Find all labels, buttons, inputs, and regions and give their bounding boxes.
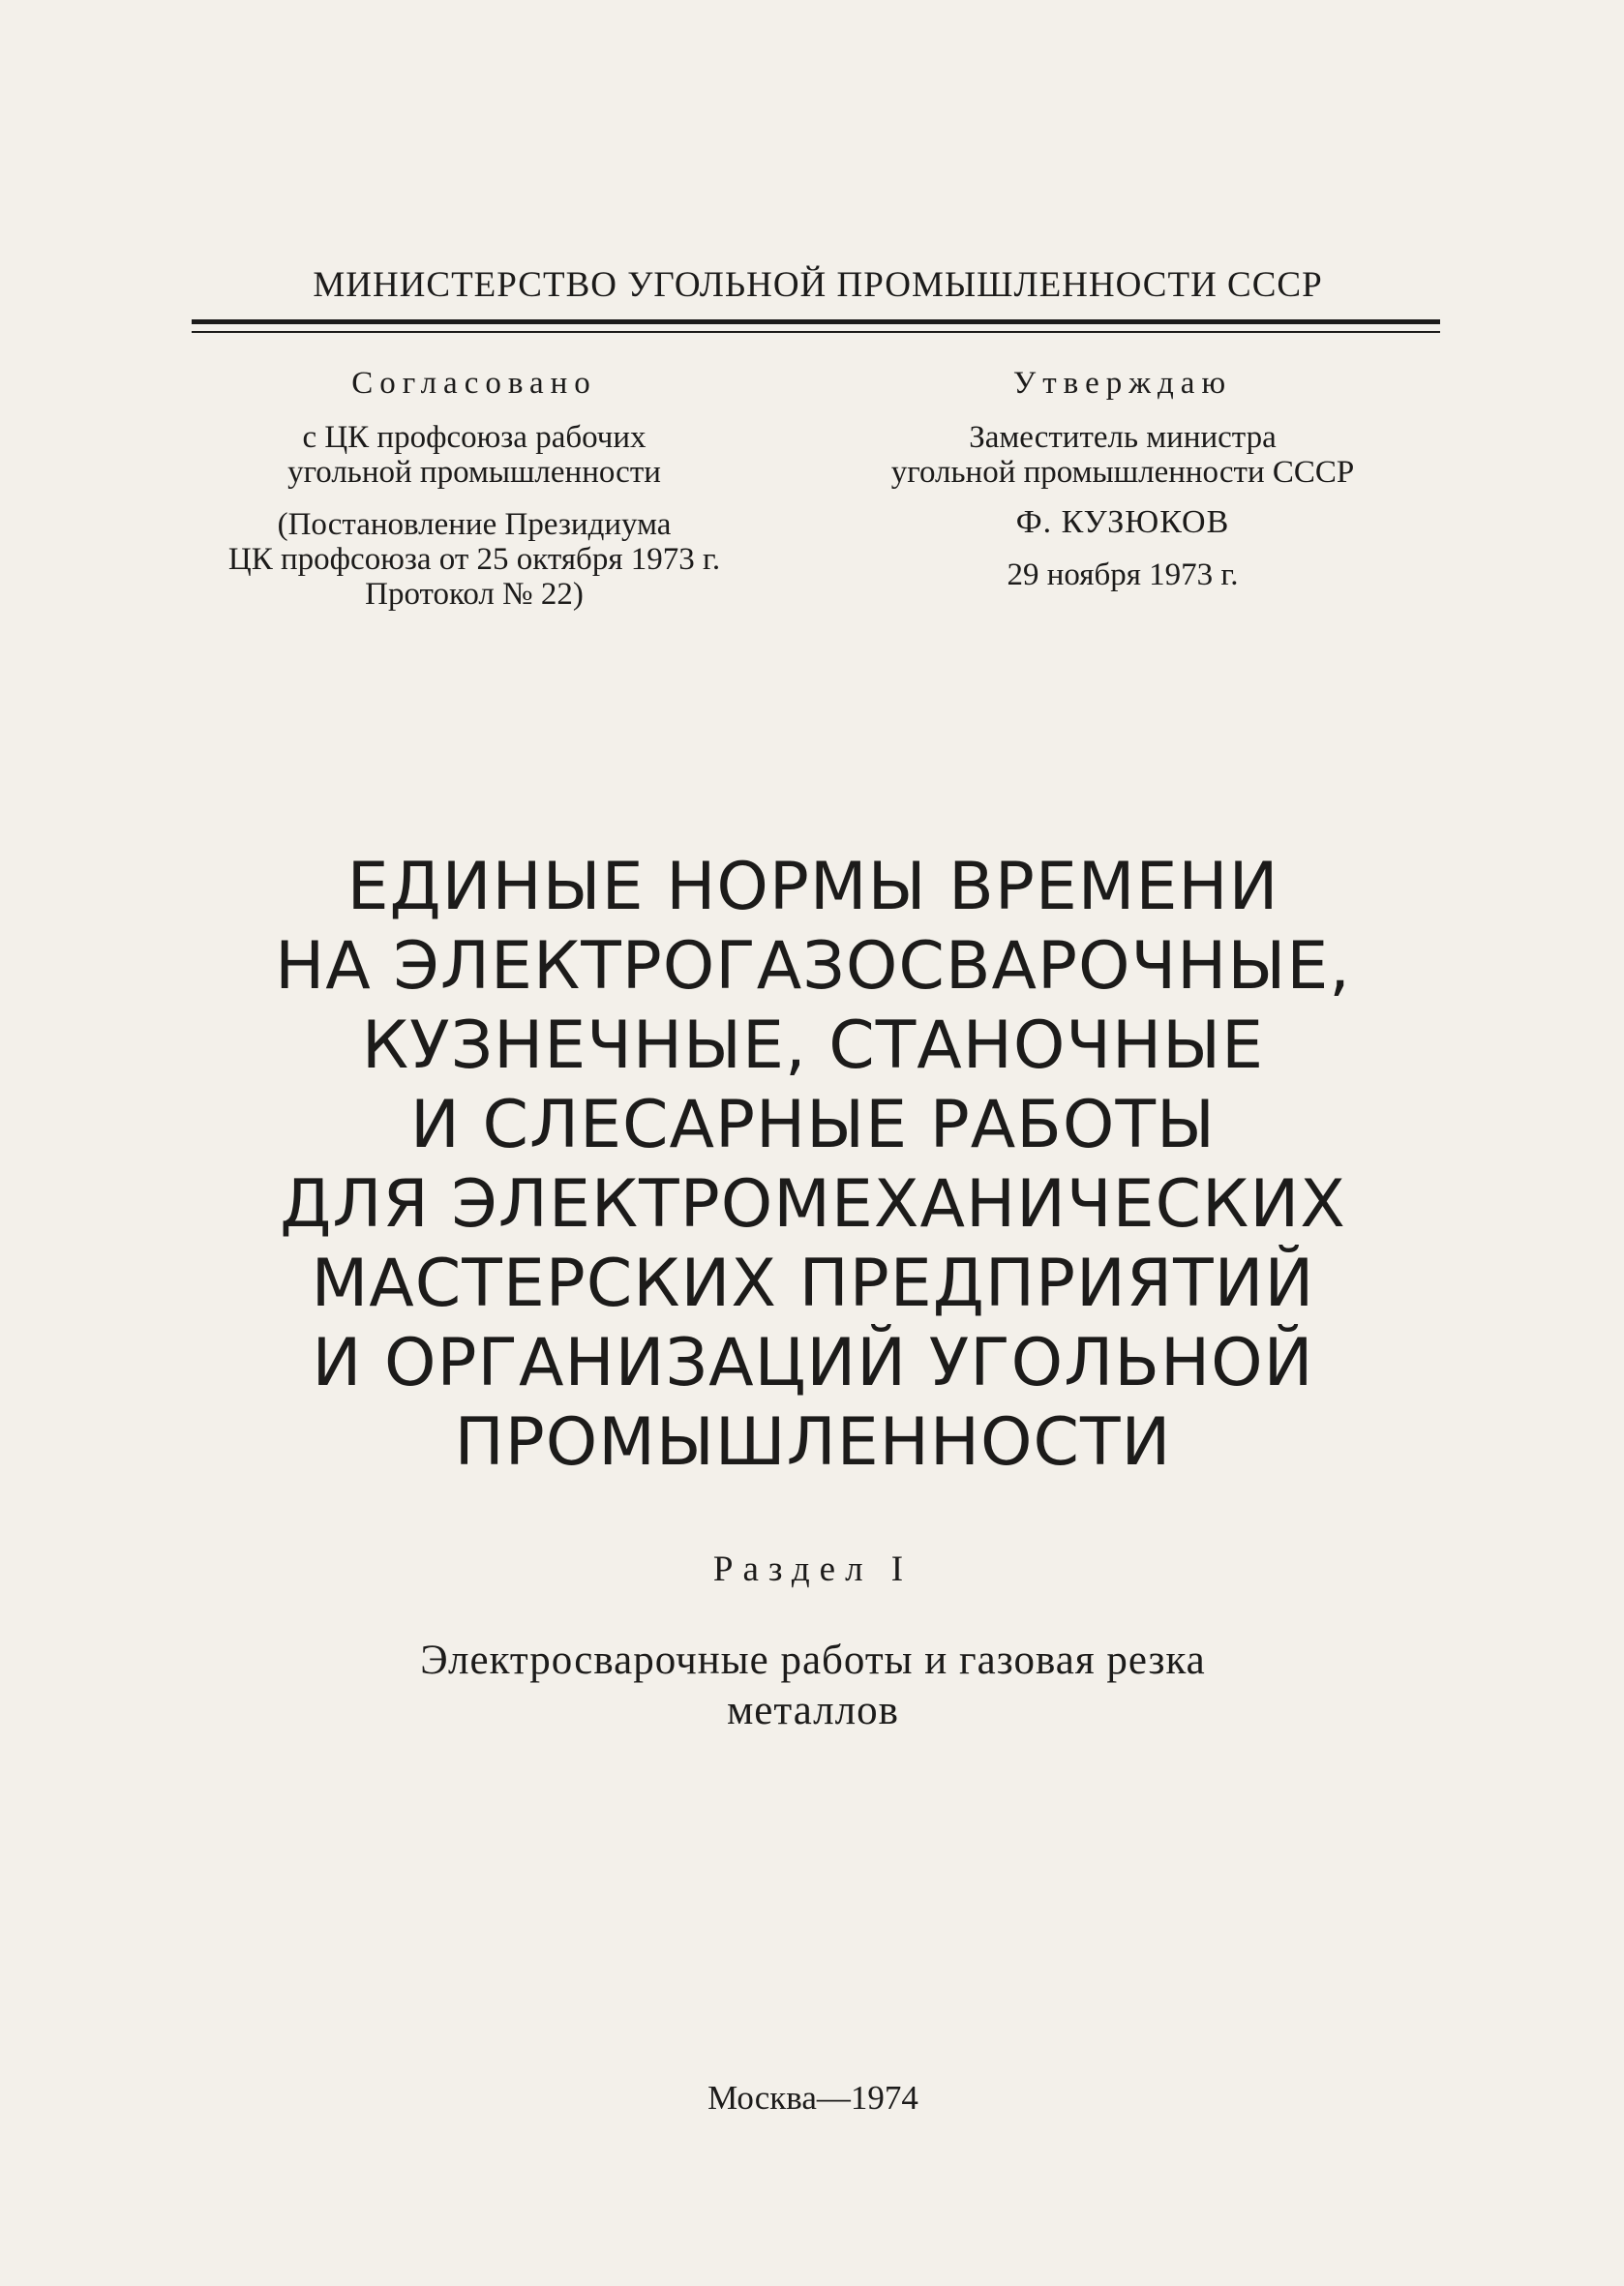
agreed-heading: Согласовано <box>351 366 597 401</box>
section-label: Раздел I <box>712 1549 914 1589</box>
agreed-line-4: ЦК профсоюза от 25 октября 1973 г. <box>227 542 721 577</box>
document-title <box>135 848 1490 1483</box>
title-line-3: КУЗНЕЧНЫЕ, СТАНОЧНЫЕ <box>361 1007 1265 1084</box>
section-subtitle <box>135 1636 1490 1736</box>
title-line-5: ДЛЯ ЭЛЕКТРОМЕХАНИЧЕСКИХ <box>280 1165 1346 1243</box>
approved-date: 29 ноября 1973 г. <box>1007 557 1239 592</box>
header-rule-thick <box>192 319 1440 324</box>
title-line-8: ПРОМЫШЛЕННОСТИ <box>454 1403 1172 1481</box>
section-subtitle-line-2: металлов <box>727 1688 899 1733</box>
agreed-line-1: с ЦК профсоюза рабочих <box>302 420 647 455</box>
title-line-2: НА ЭЛЕКТРОГАЗОСВАРОЧНЫЕ, <box>275 927 1351 1005</box>
approved-line-1: Заместитель министра <box>969 420 1277 455</box>
agreed-line-5: Протокол № 22) <box>365 577 584 612</box>
title-line-4: И СЛЕСАРНЫЕ РАБОТЫ <box>409 1086 1216 1163</box>
approved-signer: Ф. КУЗЮКОВ <box>1015 504 1230 540</box>
title-line-1: ЕДИНЫЕ НОРМЫ ВРЕМЕНИ <box>346 848 1279 925</box>
ministry-header: МИНИСТЕРСТВО УГОЛЬНОЙ ПРОМЫШЛЕННОСТИ СССР <box>313 265 1323 305</box>
header-rule-thin <box>192 331 1440 333</box>
publication-imprint: Москва—1974 <box>707 2079 918 2117</box>
agreed-line-2: угольной промышленности <box>287 455 661 490</box>
approval-approved-block <box>823 366 1423 592</box>
approved-heading: Утверждаю <box>1012 366 1233 401</box>
agreed-line-3: (Постановление Президиума <box>277 507 672 542</box>
title-line-6: МАСТЕРСКИХ ПРЕДПРИЯТИЙ <box>311 1245 1315 1322</box>
section-subtitle-line-1: Электросварочные работы и газовая резка <box>420 1638 1206 1683</box>
title-line-7: И ОРГАНИЗАЦИЙ УГОЛЬНОЙ <box>312 1324 1314 1401</box>
approval-agreed-block <box>174 366 774 612</box>
approved-line-2: угольной промышленности СССР <box>890 455 1355 490</box>
